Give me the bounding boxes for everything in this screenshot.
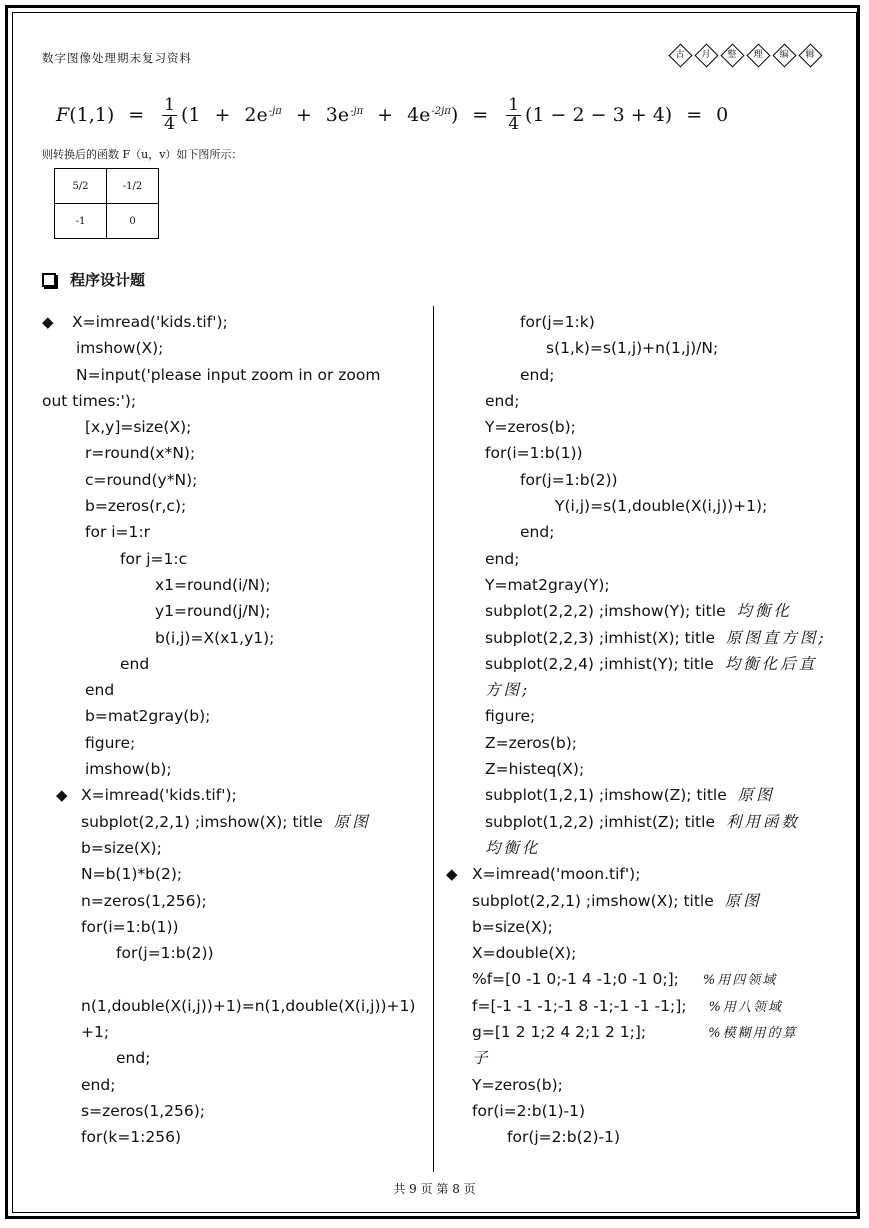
code-line: end; [81,1075,116,1094]
header-title: 数字图像处理期末复习资料 [42,51,192,65]
code-line: for(i=1:b(1)) [485,444,583,463]
code-line: b=zeros(r,c); [85,497,187,516]
diamond-bullet-icon: ◆ [56,786,68,805]
code-column-right [0,309,869,1151]
code-line: y1=round(j/N); [155,602,271,621]
code-line: b=size(X); [81,838,162,857]
code-line: figure; [85,733,136,752]
code-line: f=[-1 -1 -1;-1 8 -1;-1 -1 -1;]; %用八领域 [472,996,783,1015]
header-seals [669,44,821,66]
code-line: end; [485,549,520,568]
section-heading: 程序设计题 [42,269,145,290]
code-line: b=size(X); [472,917,553,936]
code-line: imshow(X); [76,339,164,358]
code-line: Y=zeros(b); [485,418,576,437]
code-line: b(i,j)=X(x1,y1); [155,628,275,647]
code-line: g=[1 2 1;2 4 2;1 2 1;]; %模糊用的算 [472,1023,798,1042]
code-line: end; [520,523,555,542]
seal-stamp: 理 [747,44,769,66]
code-line: subplot(1,2,2) ;imhist(Z); title 利用函数 [485,812,800,831]
code-line: s(1,k)=s(1,j)+n(1,j)/N; [546,339,719,358]
code-line: x1=round(i/N); [155,575,271,594]
code-line: for(k=1:256) [81,1128,182,1147]
code-line: figure; [485,707,536,726]
code-line: for(j=2:b(2)-1) [507,1128,621,1147]
code-line: N=input('please input zoom in or zoom [76,365,381,384]
code-line: imshow(b); [85,760,172,779]
code-line: Y(i,j)=s(1,double(X(i,j))+1); [555,497,768,516]
code-line: out times:'); [42,391,137,410]
seal-stamp: 月 [695,44,717,66]
code-line: s=zeros(1,256); [81,1101,206,1120]
code-line: n=zeros(1,256); [81,891,207,910]
code-line: Z=zeros(b); [485,733,578,752]
code-line: end; [520,365,555,384]
code-line: subplot(2,2,1) ;imshow(X); title 原图 [472,891,762,910]
table-cell: 0 [107,204,159,239]
code-line: c=round(y*N); [85,470,198,489]
table-cell: -1 [55,204,107,239]
code-line: 均衡化 [485,838,541,857]
code-line: ◆ X=imread('kids.tif'); [0,782,433,808]
code-line: for(j=1:b(2)) [520,470,618,489]
code-line: for(j=1:k) [520,313,595,331]
code-line: ◆ X=imread('kids.tif'); [0,309,433,335]
seal-stamp: 编 [773,44,795,66]
code-line: subplot(2,2,3) ;imhist(X); title 原图直方图; [485,628,827,647]
page-footer: 共 9 页 第 8 页 [393,1182,476,1196]
code-line: subplot(1,2,1) ;imshow(Z); title 原图 [485,786,775,805]
seal-stamp: 辑 [799,44,821,66]
seal-stamp: 整 [721,44,743,66]
code-line: N=b(1)*b(2); [81,865,183,884]
code-line: subplot(2,2,2) ;imshow(Y); title 均衡化 [485,602,793,621]
code-line: Z=histeq(X); [485,760,585,779]
code-line: for(j=1:b(2)) [116,944,214,963]
diamond-bullet-icon: ◆ [42,313,54,331]
code-line: [x,y]=size(X); [85,418,192,437]
code-line: Y=mat2gray(Y); [485,575,610,594]
code-line: end [120,654,150,673]
code-line: ◆ X=imread('moon.tif'); [0,861,869,887]
code-line: end; [116,1049,151,1068]
code-line: end [85,681,115,700]
code-line: Y=zeros(b); [472,1075,563,1094]
table-cell: 5/2 [55,169,107,204]
diamond-bullet-icon: ◆ [446,865,458,884]
code-line: 方图; [485,681,531,700]
table-cell: -1/2 [107,169,159,204]
code-line: for(i=1:b(1)) [81,917,179,936]
code-line: 子 [472,1049,491,1068]
code-line: for i=1:r [85,523,150,542]
code-line: for(i=2:b(1)-1) [472,1101,586,1120]
code-line: end; [485,391,520,410]
code-line: %f=[0 -1 0;-1 4 -1;0 -1 0;]; %用四领域 [472,970,778,989]
code-line: +1; [81,1023,110,1042]
code-line: n(1,double(X(i,j))+1)=n(1,double(X(i,j))+1) [81,996,416,1015]
code-line: for j=1:c [120,549,188,568]
seal-stamp: 古 [669,44,691,66]
code-line: subplot(2,2,1) ;imshow(X); title 原图 [81,812,371,831]
code-line: b=mat2gray(b); [85,707,211,726]
checkbox-square-icon [42,273,56,287]
code-line: subplot(2,2,4) ;imhist(Y); title 均衡化后直 [485,654,818,673]
code-line: r=round(x*N); [85,444,196,463]
fourier-formula: F (1,1) = $\frac{1}{4}$ (1 + 2e $^{-j\pi}$ + 3e $^{-j\pi}$ + 4e $^{-2j\pi}$ ) = $\frac{1}{4}$ (1 − 2 − 3 + 4) = 0 [56,94,729,134]
table-caption: 则转换后的函数 F（u，v）如下图所示： [42,148,243,161]
code-line: X=double(X); [472,944,577,963]
fuv-table [54,168,159,239]
